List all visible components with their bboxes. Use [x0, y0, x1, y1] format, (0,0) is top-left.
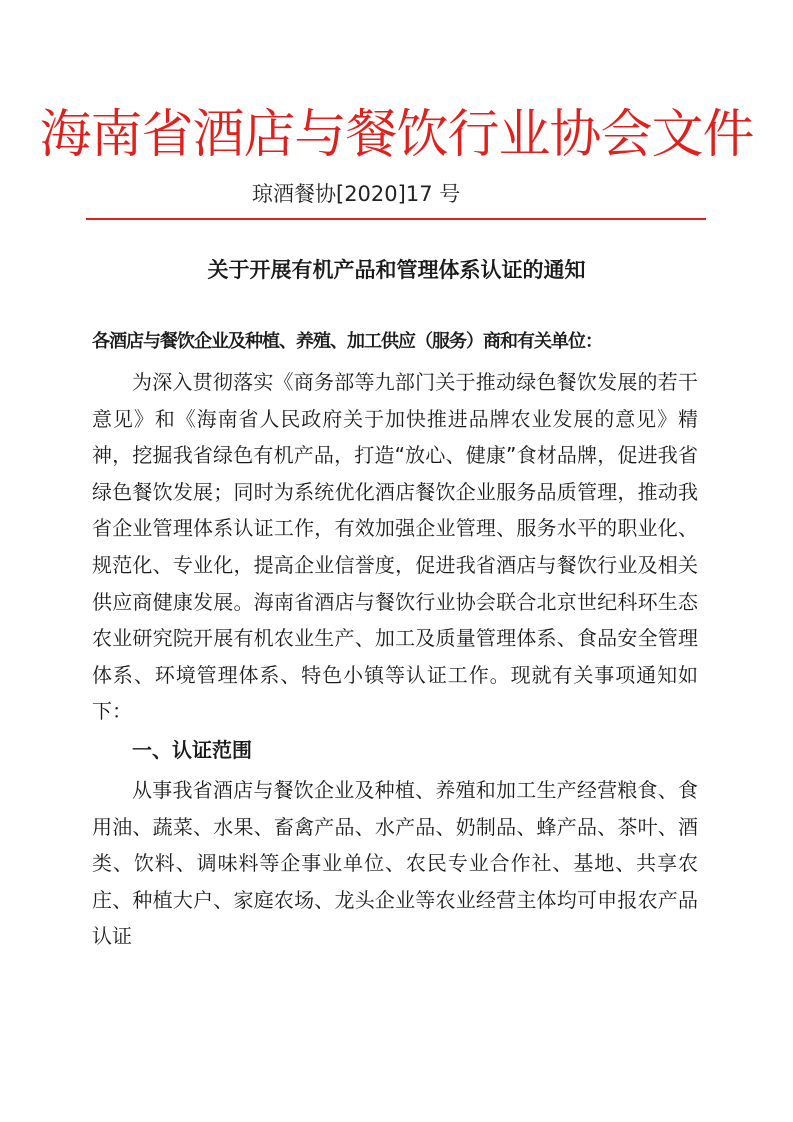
section-heading-scope: 一、认证范围 — [132, 738, 252, 762]
organization-header-title: 海南省酒店与餐饮行业协会文件 — [39, 105, 754, 165]
body-paragraph-scope: 从事我省酒店与餐饮企业及种植、养殖和加工生产经营粮食、食用油、蔬菜、水果、畜禽产品、水产品、奶制品、蜂产品、茶叶、酒类、饮料、调味料等企事业单位、农民专业合作社、基地、共享农庄、种植大户、家庭农场、龙头企业等农业经营主体均可申报农产品认证 — [92, 778, 698, 949]
notice-title: 关于开展有机产品和管理体系认证的通知 — [207, 258, 586, 282]
document-number: 琼酒餐协[2020]17 号 — [252, 182, 461, 206]
header-divider-line — [86, 218, 706, 220]
body-paragraph-intro: 为深入贯彻落实《商务部等九部门关于推动绿色餐饮发展的若干意见》和《海南省人民政府关于加快推进品牌农业发展的意见》精神，挖掘我省绿色有机产品，打造“放心、健康”食材品牌，促进我省绿色餐饮发展；同时为系统优化酒店餐饮企业服务品质管理，推动我省企业管理体系认证工作，有效加强企业管理、服务水平的职业化、规范化、专业化，提高企业信誉度，促进我省酒店与餐饮行业及相关供应商健康发展。海南省酒店与餐饮行业协会联合北京世纪科环生态农业研究院开展有机农业生产、加工及质量管理体系、食品安全管理体系、环境管理体系、特色小镇等认证工作。现就有关事项通知如下： — [92, 370, 698, 724]
addressee-line: 各酒店与餐饮企业及种植、养殖、加工供应（服务）商和有关单位： — [92, 331, 602, 352]
